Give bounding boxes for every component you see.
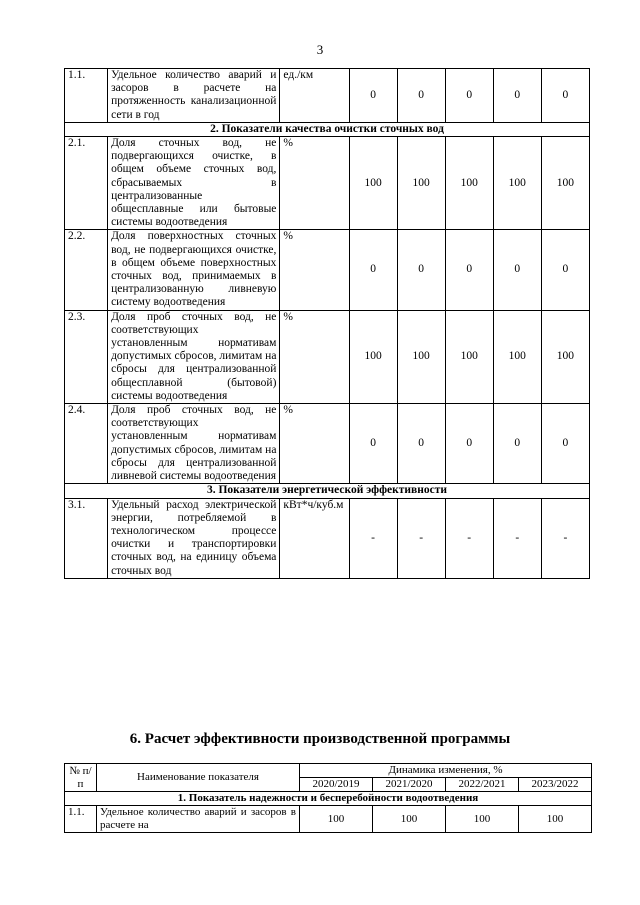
table-row bbox=[65, 310, 590, 403]
row-value: 0 bbox=[493, 69, 541, 123]
header-dynamics: Динамика изменения, % bbox=[300, 764, 592, 778]
row-unit: ед./км bbox=[280, 69, 349, 123]
row-value: 0 bbox=[445, 404, 493, 484]
row-value: 100 bbox=[300, 806, 373, 833]
row-value: - bbox=[493, 498, 541, 578]
row-value: 100 bbox=[397, 310, 445, 403]
row-value: 0 bbox=[493, 404, 541, 484]
row-value: 0 bbox=[541, 69, 589, 123]
page-number: 3 bbox=[316, 42, 324, 57]
row-unit: % bbox=[280, 404, 349, 484]
row-number: 3.1. bbox=[65, 498, 108, 578]
row-value: 0 bbox=[397, 69, 445, 123]
row-value: 100 bbox=[445, 310, 493, 403]
row-name: Доля сточных вод, не подвергающихся очистке, в общем объеме сточных вод, сбрасываемых в централизованные общесплавные или бытовые системы водоотведения bbox=[108, 137, 280, 230]
row-value: 0 bbox=[445, 69, 493, 123]
section-heading-3: 3. Показатели энергетической эффективности bbox=[65, 484, 590, 498]
section-row-3 bbox=[65, 484, 590, 498]
row-number: 2.1. bbox=[65, 137, 108, 230]
header-name: Наименование показателя bbox=[97, 764, 300, 792]
row-value: - bbox=[349, 498, 397, 578]
row-name: Удельное количество аварий и засоров в расчете на протяженность канализационной сети в год bbox=[108, 69, 280, 123]
row-value: 0 bbox=[541, 404, 589, 484]
row-name: Доля проб сточных вод, не соответствующих установленным нормативам допустимых сбросов, лимитам на сбросы для централизованной общесплавной (бытовой) системы водоотведения bbox=[108, 310, 280, 403]
row-value: 100 bbox=[493, 137, 541, 230]
header-year: 2023/2022 bbox=[519, 778, 592, 792]
row-unit: % bbox=[280, 310, 349, 403]
row-value: 0 bbox=[349, 69, 397, 123]
row-value: - bbox=[445, 498, 493, 578]
row-number: 1.1. bbox=[65, 69, 108, 123]
row-value: 100 bbox=[541, 310, 589, 403]
header-num: № п/п bbox=[65, 764, 97, 792]
row-value: 100 bbox=[519, 806, 592, 833]
row-name: Удельный расход электрической энергии, потребляемой в технологическом процессе очистки и транспортировки сточных вод, на единицу объема сточных вод bbox=[108, 498, 280, 578]
header-year: 2021/2020 bbox=[373, 778, 446, 792]
row-value: 100 bbox=[445, 137, 493, 230]
row-value: 100 bbox=[446, 806, 519, 833]
table-row bbox=[65, 404, 590, 484]
row-value: 0 bbox=[397, 404, 445, 484]
row-value: 100 bbox=[349, 310, 397, 403]
section-title: 6. Расчет эффективности производственной программы bbox=[129, 731, 511, 747]
row-value: - bbox=[397, 498, 445, 578]
row-value: - bbox=[541, 498, 589, 578]
row-value: 0 bbox=[493, 230, 541, 310]
row-name: Удельное количество аварий и засоров в расчете на bbox=[97, 806, 300, 833]
row-value: 0 bbox=[397, 230, 445, 310]
header-year: 2022/2021 bbox=[446, 778, 519, 792]
row-number: 2.4. bbox=[65, 404, 108, 484]
row-value: 0 bbox=[541, 230, 589, 310]
section-row-2 bbox=[65, 122, 590, 136]
row-number: 2.2. bbox=[65, 230, 108, 310]
row-value: 100 bbox=[397, 137, 445, 230]
row-value: 0 bbox=[349, 230, 397, 310]
row-unit: кВт*ч/куб.м bbox=[280, 498, 349, 578]
row-value: 0 bbox=[349, 404, 397, 484]
row-value: 100 bbox=[493, 310, 541, 403]
section-heading-2: 2. Показатели качества очистки сточных вод bbox=[65, 122, 590, 136]
row-number: 2.3. bbox=[65, 310, 108, 403]
row-name: Доля поверхностных сточных вод, не подвергающихся очистке, в общем объеме поверхностных сточных вод, принимаемых в централизованную ливневую систему водоотведения bbox=[108, 230, 280, 310]
efficiency-table bbox=[64, 763, 592, 833]
row-value: 100 bbox=[541, 137, 589, 230]
row-number: 1.1. bbox=[65, 806, 97, 833]
table-row bbox=[65, 498, 590, 578]
indicators-table bbox=[64, 68, 590, 579]
row-value: 0 bbox=[445, 230, 493, 310]
row-value: 100 bbox=[349, 137, 397, 230]
section-heading: 1. Показатель надежности и бесперебойности водоотведения bbox=[65, 792, 592, 806]
table-row bbox=[65, 230, 590, 310]
header-year: 2020/2019 bbox=[300, 778, 373, 792]
table-row bbox=[65, 137, 590, 230]
row-name: Доля проб сточных вод, не соответствующих установленным нормативам допустимых сбросов, лимитам на сбросы для централизованной ливневой системы водоотведения bbox=[108, 404, 280, 484]
table-row bbox=[65, 69, 590, 123]
row-unit: % bbox=[280, 230, 349, 310]
table-row bbox=[65, 806, 592, 833]
row-unit: % bbox=[280, 137, 349, 230]
row-value: 100 bbox=[373, 806, 446, 833]
